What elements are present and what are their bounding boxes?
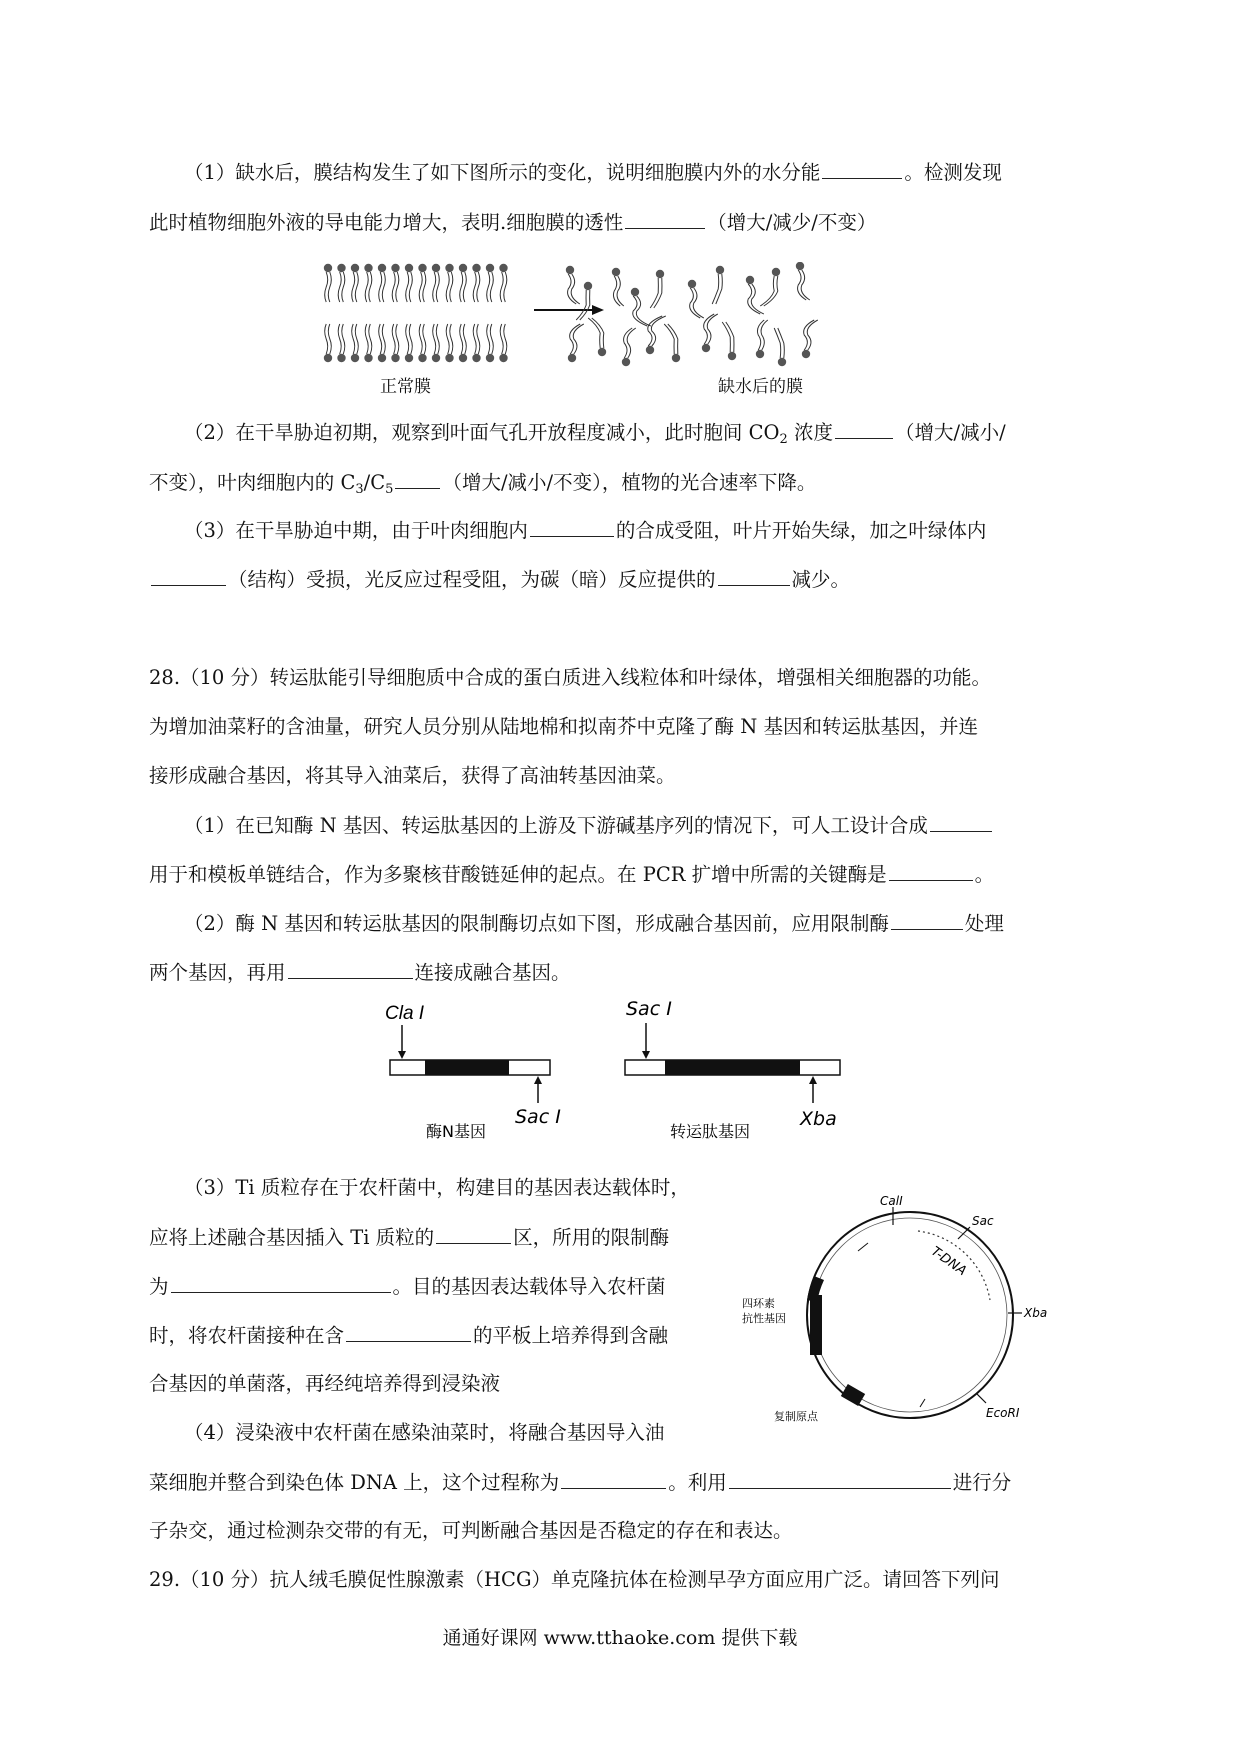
q27-p2-line2	[149, 470, 816, 495]
text: 两个基因，再用	[149, 961, 286, 984]
transit-peptide-gene-bar	[625, 1060, 840, 1075]
q28-p4-line3: 子杂交，通过检测杂交带的有无，可判断融合基因是否稳定的存在和表达。	[149, 1519, 793, 1542]
sac-site-arrow-icon-2	[642, 1023, 650, 1059]
lipid-scattered	[722, 322, 736, 360]
enzyme-n-gene-bar	[390, 1060, 550, 1075]
text: 浓度	[787, 421, 833, 444]
lipid-scattered	[774, 328, 786, 366]
answer-blank[interactable]	[930, 813, 992, 832]
text: 用于和模板单链结合，作为多聚核苷酸链延伸的起点。在 PCR 扩增中所需的关键酶是	[149, 863, 887, 886]
subscript: 2	[779, 432, 788, 447]
lipid-scattered	[566, 266, 580, 304]
q27-p1-line1	[184, 160, 1002, 185]
q29-line1: 29.（10 分）抗人绒毛膜促性腺激素（HCG）单克隆抗体在检测早孕方面应用广泛。请回答下列问	[149, 1568, 1000, 1591]
text: （1）缺水后，膜结构发生了如下图所示的变化，说明细胞膜内外的水分能	[184, 161, 821, 184]
lipid-lower	[418, 324, 426, 362]
text: （增大/减小/	[895, 421, 1006, 444]
text: 。检测发现	[904, 161, 1002, 184]
q28-p3-line2	[149, 1225, 669, 1250]
answer-blank[interactable]	[625, 210, 705, 229]
arrow-icon	[534, 305, 604, 315]
lipid-scattered	[746, 276, 764, 314]
text: （增大/减小/不变），植物的光合速率下降。	[442, 471, 817, 494]
text: 为	[149, 1275, 169, 1298]
sac-label-1: Sac I	[515, 1106, 561, 1128]
answer-blank[interactable]	[729, 1470, 951, 1489]
cla-site-arrow-icon	[398, 1025, 406, 1059]
answer-blank[interactable]	[822, 160, 902, 179]
lipid-upper	[486, 264, 494, 302]
q28-p1-line2	[149, 862, 994, 887]
q28-p2-line2	[149, 960, 571, 985]
origin-label: 复制原点	[774, 1410, 818, 1423]
text: 的平板上培养得到含融	[473, 1324, 669, 1347]
q28-intro-line1: 28.（10 分）转运肽能引导细胞质中合成的蛋白质进入线粒体和叶绿体，增强相关细胞器的功能。	[149, 666, 992, 689]
gene-restriction-figure	[380, 995, 860, 1145]
text: 应将上述融合基因插入 Ti 质粒的	[149, 1226, 435, 1249]
lipid-scattered	[802, 320, 818, 358]
answer-blank[interactable]	[171, 1274, 391, 1293]
text: 此时植物细胞外液的导电能力增大，表明.细胞膜的透性	[149, 211, 624, 234]
lipid-lower	[486, 324, 494, 362]
tdna-border-right	[920, 1399, 925, 1407]
q28-p1-line1	[184, 813, 994, 838]
lipid-lower	[337, 324, 345, 362]
xba-label: Xba	[800, 1108, 837, 1130]
lipid-upper	[459, 264, 467, 302]
lipid-upper	[499, 264, 507, 302]
q28-p3-line1: （3）Ti 质粒存在于农杆菌中，构建目的基因表达载体时，	[184, 1176, 690, 1199]
text: （增大/减少/不变）	[707, 211, 877, 234]
q28-p4-line1: （4）浸染液中农杆菌在感染油菜时，将融合基因导入油	[184, 1421, 665, 1444]
lipid-scattered	[760, 268, 780, 306]
text: 进行分	[952, 1471, 1012, 1494]
q28-intro-line3: 接形成融合基因，将其导入油菜后，获得了高油转基因油菜。	[149, 764, 676, 787]
lipid-upper	[324, 264, 332, 302]
lipid-scattered	[796, 262, 810, 300]
text: （结构）受损，光反应过程受阻，为碳（暗）反应提供的	[228, 568, 716, 591]
normal-membrane-diagram	[324, 264, 508, 362]
text: 处理	[964, 912, 1004, 935]
enzyme-n-gene-label: 酶N基因	[426, 1122, 486, 1141]
lipid-lower	[405, 324, 413, 362]
subscript: 3	[355, 482, 364, 497]
subscript: 5	[385, 482, 394, 497]
text: 区，所用的限制酶	[513, 1226, 670, 1249]
ti-plasmid-figure	[740, 1195, 1070, 1435]
tet-label-1: 四环素	[742, 1297, 775, 1310]
xba-plasmid-label: Xba	[1024, 1306, 1048, 1320]
text: 连接成融合基因。	[414, 961, 571, 984]
lipid-lower	[364, 324, 372, 362]
lipid-upper	[364, 264, 372, 302]
sac-site-arrow-icon-1	[534, 1076, 542, 1103]
q27-p2-line1	[184, 420, 1006, 445]
q28-p2-line1	[184, 911, 1004, 936]
answer-blank[interactable]	[151, 567, 226, 586]
plasmid-inner-ring	[813, 1218, 1007, 1412]
text: （2）在干旱胁迫初期，观察到叶面气孔开放程度减小，此时胞间 CO	[184, 421, 780, 444]
answer-blank[interactable]	[891, 911, 963, 930]
lipid-upper	[351, 264, 359, 302]
lipid-lower	[445, 324, 453, 362]
q28-p4-line2	[149, 1470, 1011, 1495]
answer-blank[interactable]	[561, 1470, 666, 1489]
q28-p3-line4	[149, 1323, 668, 1348]
lipid-upper	[337, 264, 345, 302]
text: 。利用	[668, 1471, 727, 1494]
dry-membrane-label: 缺水后的膜	[718, 377, 803, 397]
text: 菜细胞并整合到染色体 DNA 上，这个过程称为	[149, 1471, 560, 1494]
lipid-scattered	[756, 320, 768, 358]
lipid-lower	[432, 324, 440, 362]
lipid-scattered	[702, 314, 718, 352]
normal-membrane-label: 正常膜	[380, 377, 431, 397]
tdna-border-left	[858, 1243, 868, 1251]
answer-blank[interactable]	[718, 567, 790, 586]
q28-intro-line2: 为增加油菜籽的含油量，研究人员分别从陆地棉和拟南芥中克隆了酶 N 基因和转运肽基因，并连	[149, 715, 978, 738]
plasmid-ring	[807, 1212, 1013, 1418]
lipid-lower	[391, 324, 399, 362]
lipid-lower	[499, 324, 507, 362]
text: /C	[363, 471, 386, 494]
lipid-scattered	[712, 266, 724, 304]
lipid-upper	[378, 264, 386, 302]
cla-label: Cla I	[385, 1003, 425, 1024]
lipid-scattered	[688, 280, 704, 318]
lipid-upper	[391, 264, 399, 302]
lipid-scattered	[664, 324, 680, 362]
lipid-upper	[432, 264, 440, 302]
tdna-label: T-DNA	[928, 1244, 969, 1279]
lipid-upper	[472, 264, 480, 302]
dry-membrane-diagram	[566, 262, 818, 366]
text: 不变），叶肉细胞内的 C	[149, 471, 356, 494]
lipid-scattered	[588, 318, 606, 356]
answer-blank[interactable]	[889, 862, 973, 881]
lipid-scattered	[576, 282, 592, 320]
text: （2）酶 N 基因和转运肽基因的限制酶切点如下图，形成融合基因前，应用限制酶	[184, 912, 889, 935]
text: （3）在干旱胁迫中期，由于叶肉细胞内	[184, 519, 528, 542]
answer-blank[interactable]	[530, 518, 614, 537]
lipid-scattered	[631, 288, 651, 326]
sac-label-2: Sac I	[626, 998, 672, 1020]
text: 减少。	[791, 568, 851, 591]
answer-blank[interactable]	[288, 960, 413, 979]
q27-p1-line2	[149, 210, 876, 235]
cal-label: CalI	[880, 1195, 903, 1208]
lipid-scattered	[568, 324, 584, 362]
origin-block	[841, 1384, 865, 1406]
ecor-marker	[976, 1393, 986, 1403]
page-footer: 通通好课网 www.tthaoke.com 提供下载	[442, 1627, 798, 1649]
lipid-upper	[445, 264, 453, 302]
answer-blank[interactable]	[346, 1323, 471, 1342]
xba-site-arrow-icon	[809, 1076, 817, 1103]
ecor-label: EcoRI	[986, 1406, 1020, 1420]
q27-p3-line1	[184, 518, 986, 543]
tet-label-2: 抗性基因	[742, 1312, 786, 1325]
lipid-lower	[378, 324, 386, 362]
tet-resistance-bar	[810, 1295, 822, 1355]
answer-blank[interactable]	[436, 1225, 511, 1244]
lipid-scattered	[622, 328, 636, 366]
text: 的合成受阻，叶片开始失绿，加之叶绿体内	[615, 519, 987, 542]
text: 时，将农杆菌接种在含	[149, 1324, 345, 1347]
lipid-upper	[418, 264, 426, 302]
lipid-scattered	[612, 268, 624, 306]
text: 。目的基因表达载体导入农杆菌	[392, 1275, 666, 1298]
transit-peptide-gene-label: 转运肽基因	[670, 1122, 751, 1141]
lipid-scattered	[646, 316, 666, 354]
lipid-lower	[459, 324, 467, 362]
q28-p3-line3	[149, 1274, 666, 1299]
text: （1）在已知酶 N 基因、转运肽基因的上游及下游碱基序列的情况下，可人工设计合成	[184, 814, 928, 837]
lipid-lower	[351, 324, 359, 362]
q27-p3-line2	[149, 567, 850, 592]
text: 。	[974, 863, 995, 886]
lipid-scattered	[650, 270, 664, 308]
lipid-lower	[324, 324, 332, 362]
answer-blank[interactable]	[835, 420, 893, 439]
lipid-lower	[472, 324, 480, 362]
q28-p3-line5: 合基因的单菌落，再经纯培养得到浸染液	[149, 1372, 501, 1395]
answer-blank[interactable]	[395, 470, 440, 489]
sac-label: Sac	[972, 1214, 994, 1228]
lipid-upper	[405, 264, 413, 302]
